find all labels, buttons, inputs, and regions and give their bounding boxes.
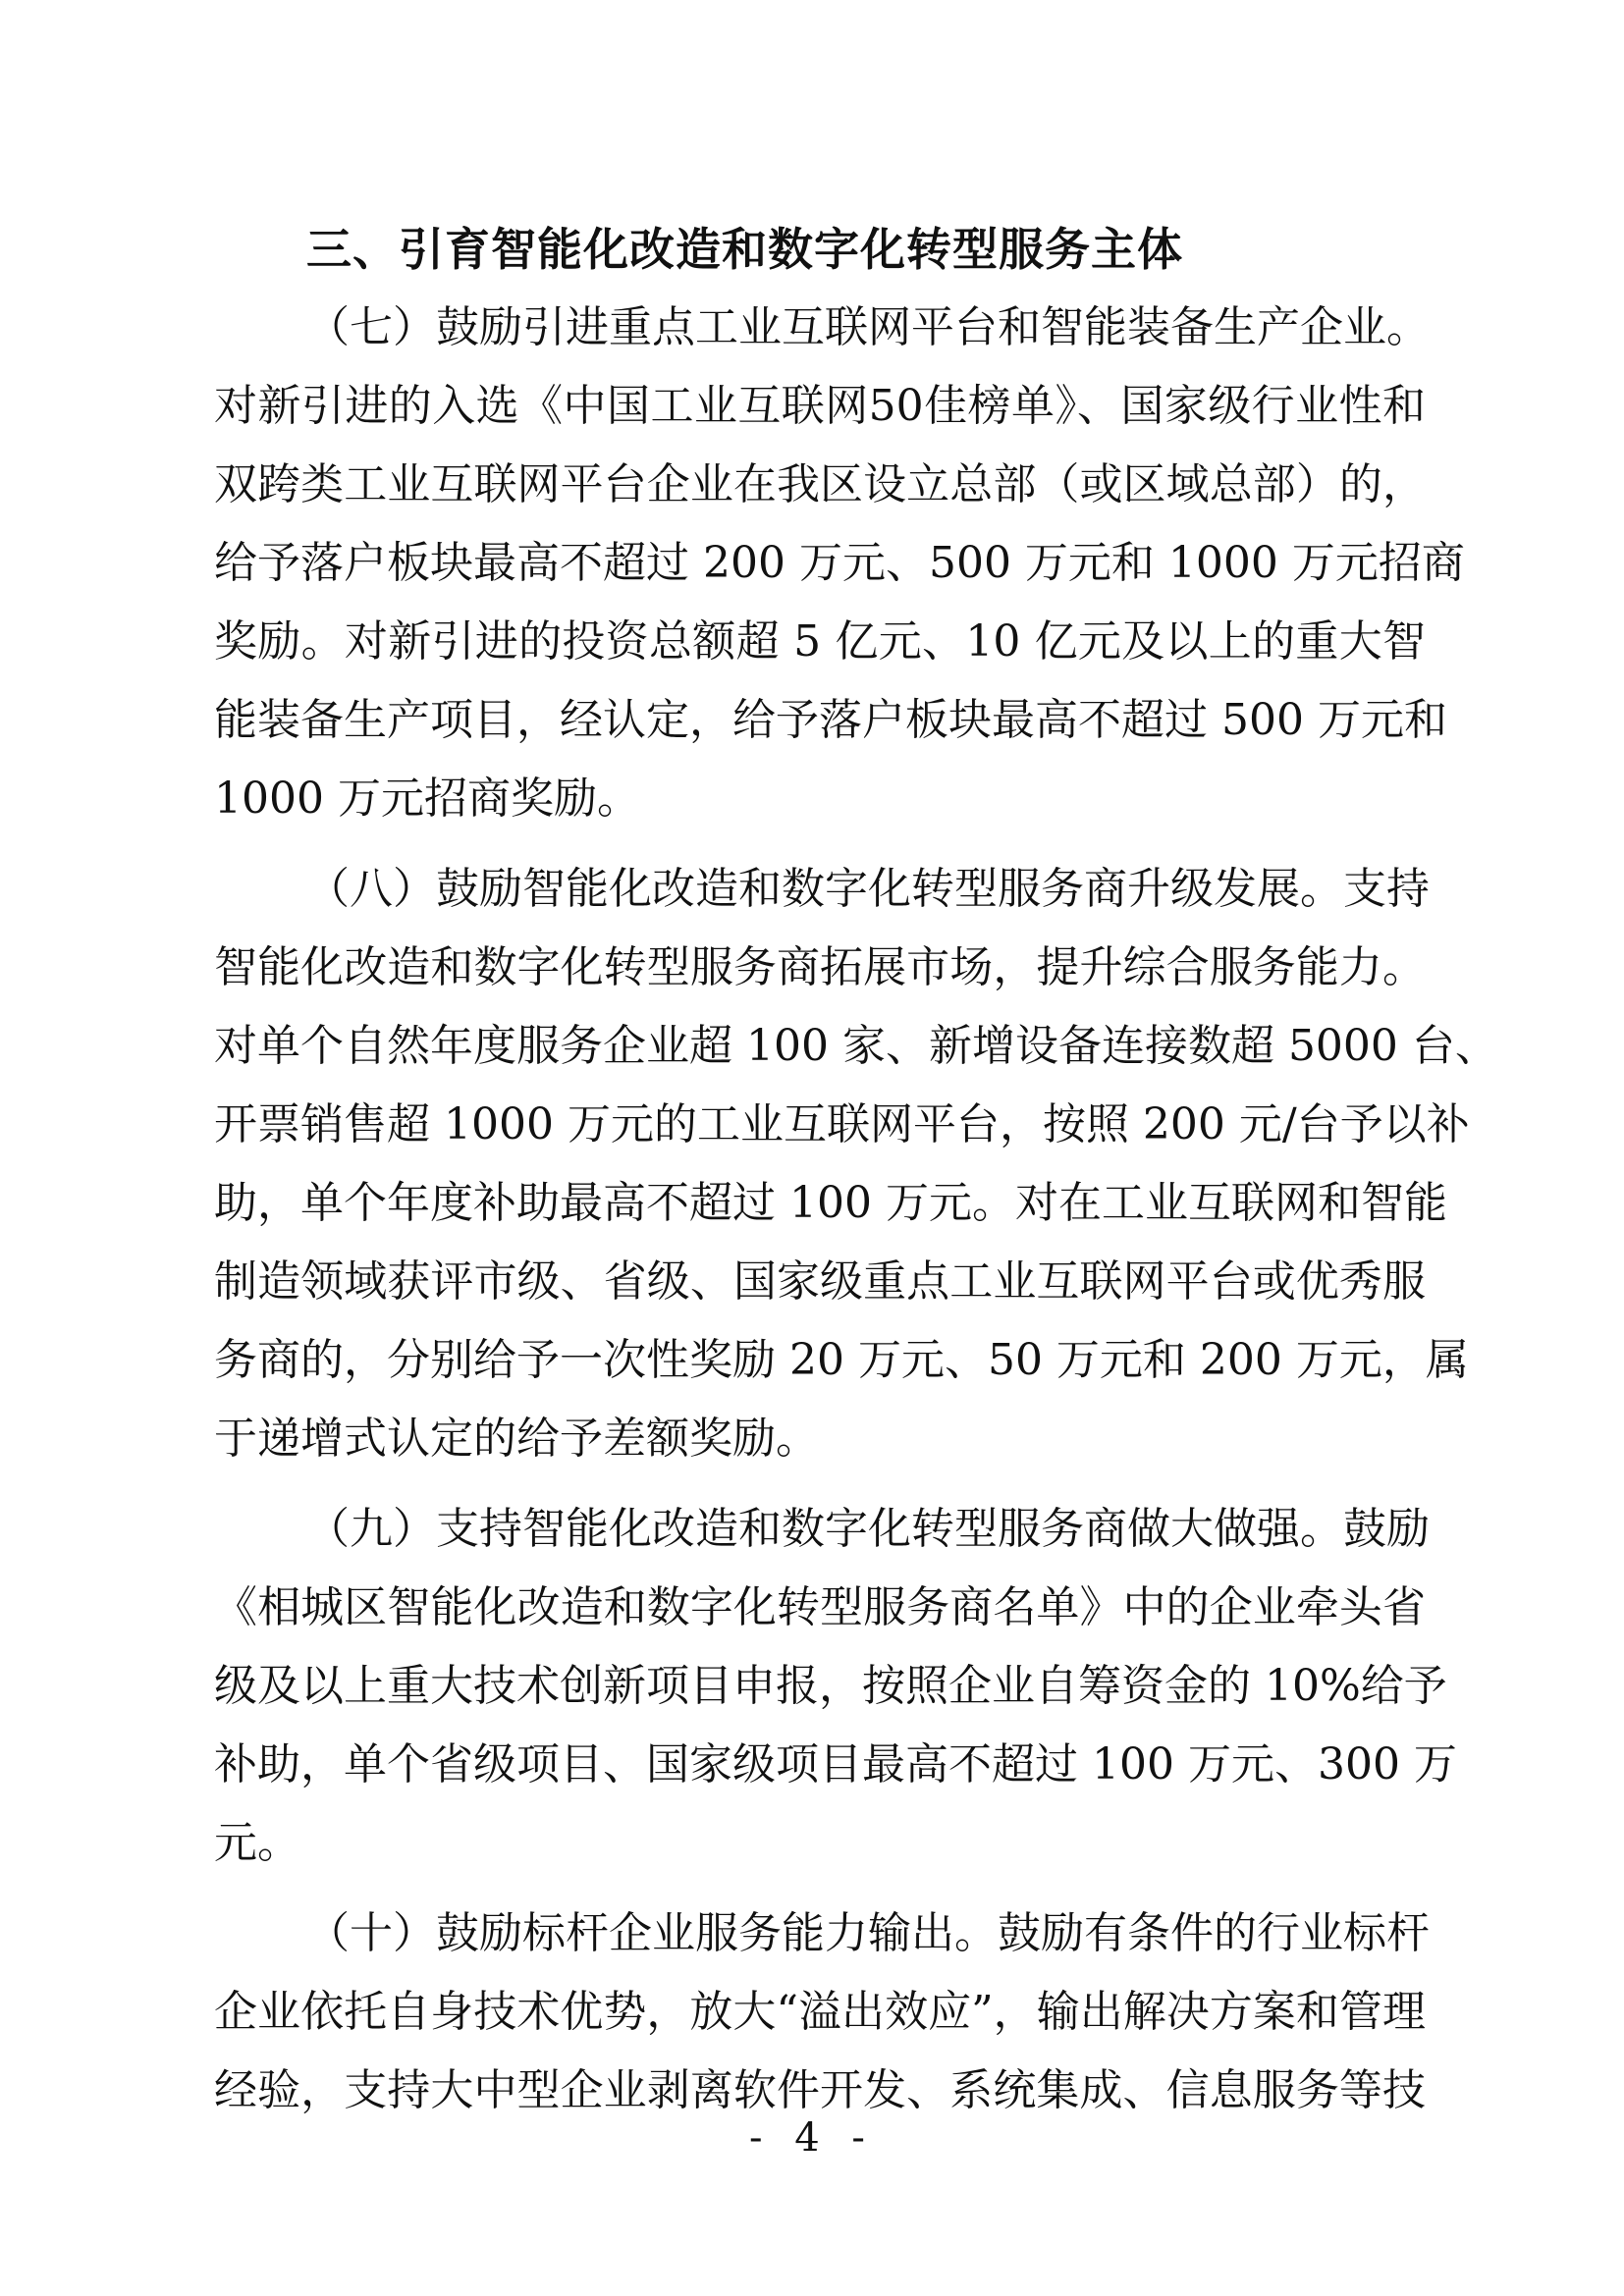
paragraph-line: （七）鼓励引进重点工业互联网平台和智能装备生产企业。 <box>306 302 1430 352</box>
paragraph-line: （九）支持智能化改造和数字化转型服务商做大做强。鼓励 <box>306 1504 1430 1554</box>
paragraph-line: 务商的，分别给予一次性奖励 20 万元、50 万元和 200 万元，属 <box>214 1335 1469 1385</box>
paragraph-line: 助，单个年度补助最高不超过 100 万元。对在工业互联网和智能 <box>214 1178 1447 1228</box>
paragraph-line: 开票销售超 1000 万元的工业互联网平台，按照 200 元/台予以补 <box>214 1099 1470 1149</box>
paragraph-line: 《相城区智能化改造和数字化转型服务商名单》中的企业牵头省 <box>214 1582 1426 1632</box>
paragraph-line: 于递增式认定的给予差额奖励。 <box>214 1414 819 1464</box>
paragraph-8 <box>214 850 1498 1478</box>
paragraph-line: 企业依托自身技术优势，放大“溢出效应”，输出解决方案和管理 <box>214 1987 1426 2037</box>
paragraph-line: 元。 <box>214 1818 300 1868</box>
page-body <box>214 210 1498 2130</box>
paragraph-line: （十）鼓励标杆企业服务能力输出。鼓励有条件的行业标杆 <box>306 1908 1430 1958</box>
paragraph-line: 级及以上重大技术创新项目申报，按照企业自筹资金的 10%给予 <box>214 1661 1447 1711</box>
paragraph-line: 智能化改造和数字化转型服务商拓展市场，提升综合服务能力。 <box>214 942 1426 992</box>
paragraph-line: 能装备生产项目，经认定，给予落户板块最高不超过 500 万元和 <box>214 695 1447 745</box>
paragraph-9 <box>214 1490 1457 1883</box>
paragraph-spacer <box>214 1883 1426 1895</box>
paragraph-line: （八）鼓励智能化改造和数字化转型服务商升级发展。支持 <box>306 864 1430 914</box>
paragraph-line: 1000 万元招商奖励。 <box>214 774 640 824</box>
paragraph-spacer <box>214 838 1426 850</box>
section-heading: 三、引育智能化改造和数字化转型服务主体 <box>306 223 1183 276</box>
paragraph-spacer <box>214 1478 1426 1490</box>
paragraph-line: 补助，单个省级项目、国家级项目最高不超过 100 万元、300 万 <box>214 1739 1457 1789</box>
paragraph-7 <box>214 289 1465 838</box>
paragraph-line: 奖励。对新引进的投资总额超 5 亿元、10 亿元及以上的重大智 <box>214 616 1426 667</box>
paragraph-line: 给予落户板块最高不超过 200 万元、500 万元和 1000 万元招商 <box>214 538 1465 588</box>
paragraph-line: 对新引进的入选《中国工业互联网50佳榜单》、国家级行业性和 <box>214 381 1426 431</box>
paragraph-line: 制造领域获评市级、省级、国家级重点工业互联网平台或优秀服 <box>214 1256 1426 1307</box>
paragraph-line: 双跨类工业互联网平台企业在我区设立总部（或区域总部）的， <box>214 459 1426 509</box>
page-number: - 4 - <box>749 2115 875 2161</box>
paragraph-line: 经验，支持大中型企业剥离软件开发、系统集成、信息服务等技 <box>214 2065 1426 2115</box>
paragraph-line: 对单个自然年度服务企业超 100 家、新增设备连接数超 5000 台、 <box>214 1021 1498 1071</box>
paragraph-10 <box>214 1895 1430 2130</box>
